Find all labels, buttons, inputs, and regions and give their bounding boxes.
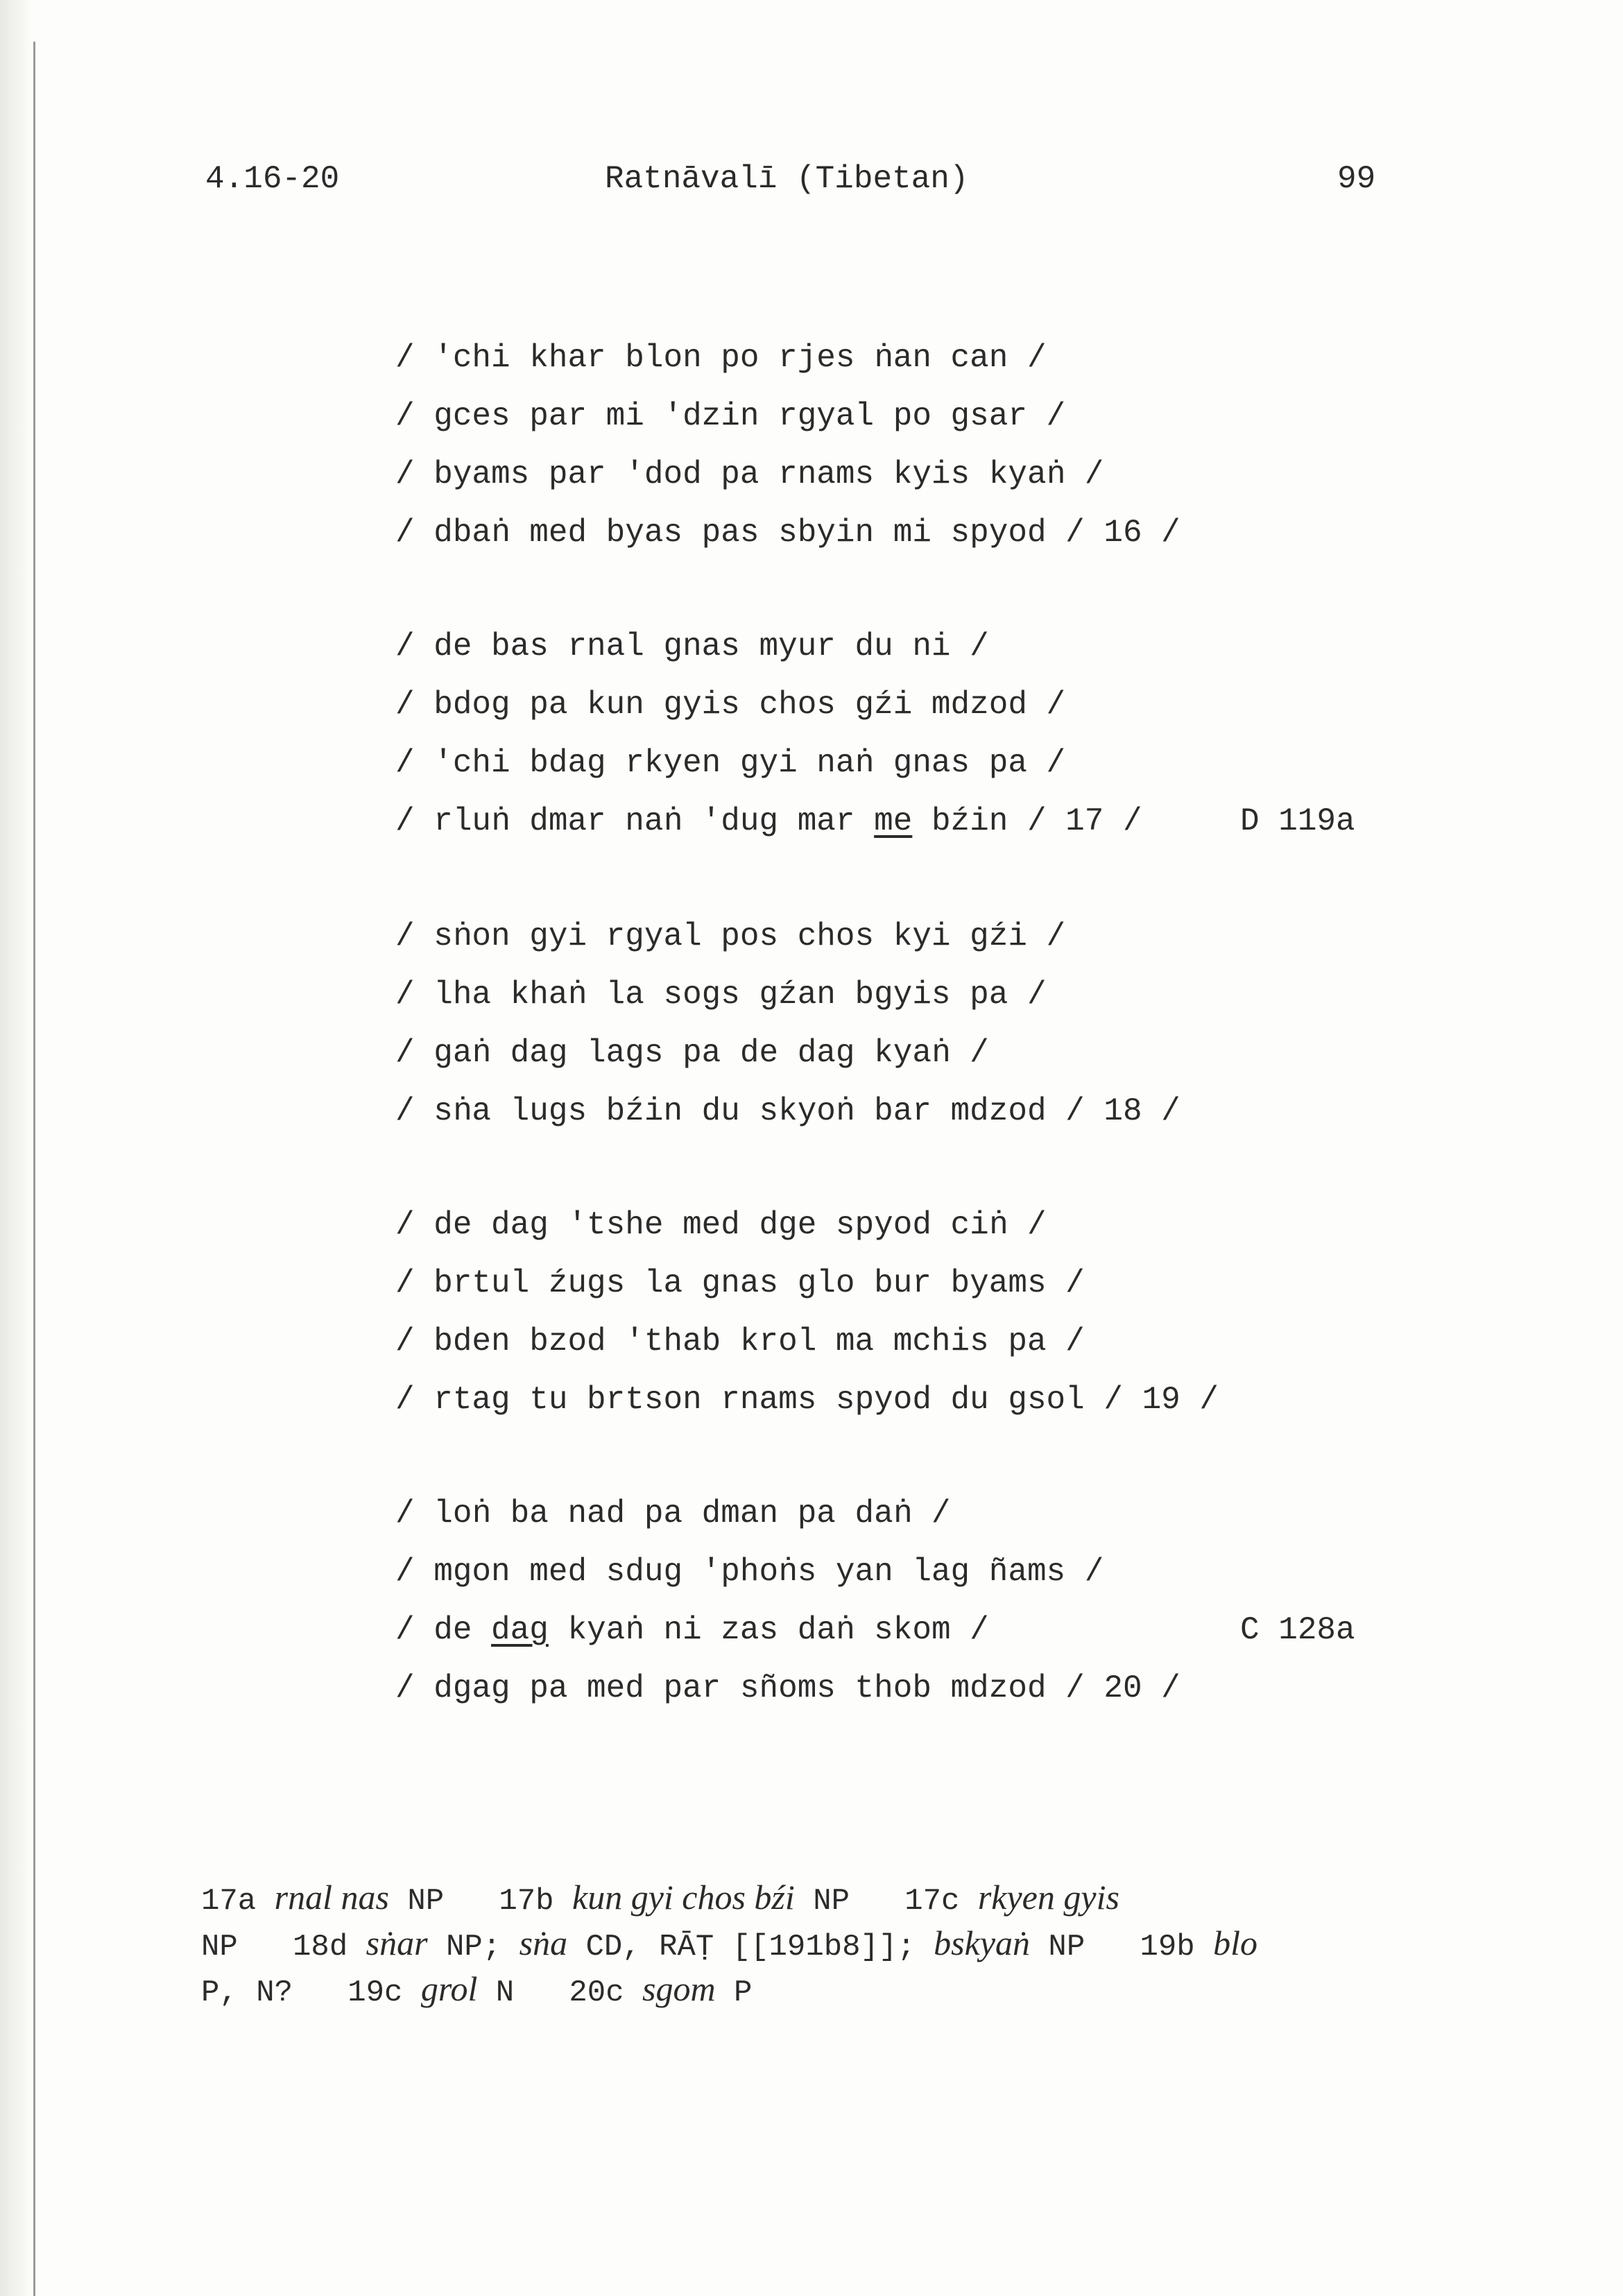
running-head-title: Ratnāvalī (Tibetan) [605,161,969,197]
verse-line: / gaṅ dag lags pa de dag kyaṅ / [395,1035,989,1071]
note-reading: kun gyi chos bźi [572,1878,795,1917]
critical-apparatus [201,1876,1394,2014]
note-reading: sgom [642,1969,716,2008]
verse-line: / rtag tu brtson rnams spyod du gsol / 19 / [395,1382,1219,1418]
note-sigla: P, N? [201,1976,293,2010]
verse-line: / sṅon gyi rgyal pos chos kyi gźi / [395,918,1066,954]
note-ref: 20c [569,1976,624,2010]
stanza-16 [395,329,1180,562]
verse-text: / rluṅ dmar naṅ 'dug mar [395,803,875,839]
note-reading: blo [1213,1924,1257,1962]
verse-line [395,792,1142,850]
note-sigla: CD, RĀṬ [[191b8]]; [585,1930,916,1964]
note-sigla: NP [407,1884,445,1919]
note-ref: 19b [1140,1930,1195,1964]
note-sigla: NP [813,1884,850,1919]
note-sigla: NP [201,1930,238,1964]
verse-text: bźin / 17 / [912,803,1142,839]
note-ref: 18d [293,1930,348,1964]
verse-line: / bdog pa kun gyis chos gźi mdzod / [395,687,1066,723]
margin-folio-ref: C 128a [1240,1612,1355,1648]
underlined-word: me [874,803,913,839]
verse-line: / 'chi khar blon po rjes ṅan can / [395,340,1047,376]
stanza-19 [395,1196,1219,1429]
verse-line: / de dag 'tshe med dge spyod ciṅ / [395,1207,1047,1243]
verse-line: / bden bzod 'thab krol ma mchis pa / [395,1323,1085,1360]
note-sigla: P [734,1976,753,2010]
note-ref: 17b [499,1884,554,1919]
note-ref: 17a [201,1884,257,1919]
note-sigla: NP [1048,1930,1085,1964]
verse-text: kyaṅ ni zas daṅ skom / [548,1612,989,1648]
verse-line: / mgon med sdug 'phoṅs yan lag ñams / [395,1554,1104,1590]
page-number: 99 [1337,161,1376,197]
note-sigla: N [495,1976,515,2010]
note-reading: grol [420,1969,478,2008]
note-reading: sṅar [366,1924,428,1962]
verse-line: / dgag pa med par sñoms thob mdzod / 20 / [395,1670,1180,1706]
stanza-20 [395,1484,1180,1717]
verse-line: / byams par 'dod pa rnams kyis kyaṅ / [395,456,1104,492]
margin-folio-ref: D 119a [1240,803,1355,839]
verse-line: / gces par mi 'dzin rgyal po gsar / [395,398,1066,434]
verse-line: / lha khaṅ la sogs gźan bgyis pa / [395,977,1047,1013]
note-ref: 17c [904,1884,960,1919]
verse-line: / loṅ ba nad pa dman pa daṅ / [395,1496,951,1532]
note-ref: 19c [347,1976,403,2010]
note-reading: rkyen gyis [977,1878,1119,1917]
page-binding-shadow [0,0,32,2296]
stanza-18 [395,907,1180,1140]
verse-line: / de bas rnal gnas myur du ni / [395,628,989,665]
verse-line: / 'chi bdag rkyen gyi naṅ gnas pa / [395,745,1066,781]
running-head-verse-range: 4.16-20 [205,161,340,197]
note-reading: sṅa [519,1924,568,1962]
note-sigla: NP; [445,1930,501,1964]
page-binding-edge [33,42,35,2296]
verse-line [395,1601,1180,1659]
verse-line: / sṅa lugs bźin du skyoṅ bar mdzod / 18 / [395,1093,1180,1129]
underlined-word: dag [491,1612,549,1648]
verse-line: / dbaṅ med byas pas sbyin mi spyod / 16 / [395,515,1180,551]
verse-text: / de [395,1612,492,1648]
stanza-17 [395,617,1142,850]
note-reading: rnal nas [274,1878,389,1917]
verse-line: / brtul źugs la gnas glo bur byams / [395,1265,1085,1301]
note-reading: bskyaṅ [934,1924,1031,1962]
